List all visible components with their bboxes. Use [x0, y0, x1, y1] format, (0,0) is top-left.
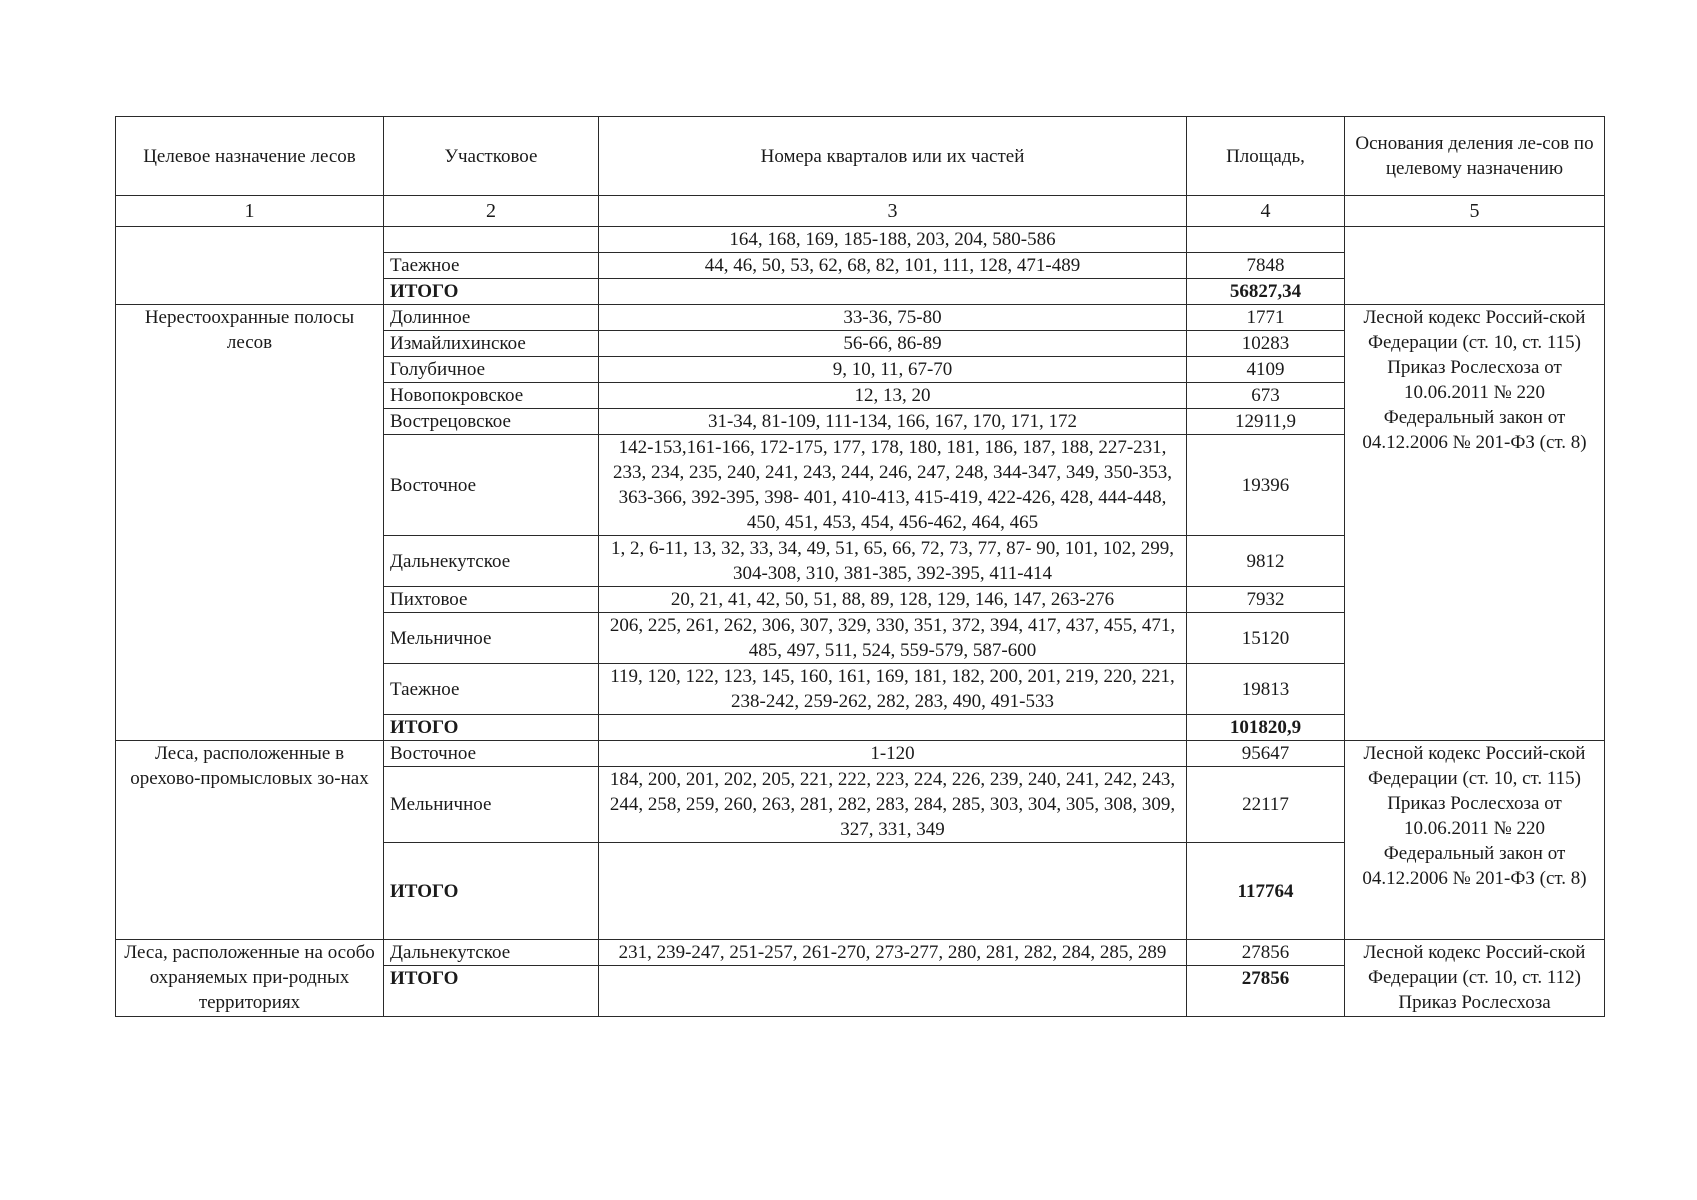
- purpose-cell: [116, 227, 384, 305]
- area-cell: 22117: [1187, 767, 1345, 843]
- area-cell: 7932: [1187, 587, 1345, 613]
- header-quarters: Номера кварталов или их частей: [599, 117, 1187, 196]
- quarters-cell: 20, 21, 41, 42, 50, 51, 88, 89, 128, 129, 146, 147, 263-276: [599, 587, 1187, 613]
- total-label: ИТОГО: [384, 279, 599, 305]
- area-cell: 15120: [1187, 613, 1345, 664]
- area-cell: 7848: [1187, 253, 1345, 279]
- quarters-cell: 184, 200, 201, 202, 205, 221, 222, 223, 224, 226, 239, 240, 241, 242, 243, 244, 258, 259, 260, 263, 281, 282, 283, 284, 285, 303, 304, 305, 308, 309, 327, 331, 349: [599, 767, 1187, 843]
- header-purpose: Целевое назначение лесов: [116, 117, 384, 196]
- district-cell: Пихтовое: [384, 587, 599, 613]
- area-cell: 19813: [1187, 664, 1345, 715]
- column-number-row: [116, 196, 1605, 227]
- header-area: Площадь,: [1187, 117, 1345, 196]
- basis-cell: [1345, 227, 1605, 305]
- forest-purpose-table: [115, 116, 1605, 1017]
- column-number: 2: [384, 196, 599, 227]
- quarters-cell: 33-36, 75-80: [599, 305, 1187, 331]
- column-number: 3: [599, 196, 1187, 227]
- district-cell: Восточное: [384, 741, 599, 767]
- table-row: [116, 741, 1605, 767]
- district-cell: Голубичное: [384, 357, 599, 383]
- district-cell: Мельничное: [384, 767, 599, 843]
- quarters-cell: 119, 120, 122, 123, 145, 160, 161, 169, 181, 182, 200, 201, 219, 220, 221, 238-242, 259-262, 282, 283, 490, 491-533: [599, 664, 1187, 715]
- purpose-cell: Леса, расположенные на особо охраняемых при-родных территориях: [116, 940, 384, 1017]
- total-area: 56827,34: [1187, 279, 1345, 305]
- quarters-cell: 206, 225, 261, 262, 306, 307, 329, 330, 351, 372, 394, 417, 437, 455, 471, 485, 497, 511, 524, 559-579, 587-600: [599, 613, 1187, 664]
- area-cell: 12911,9: [1187, 409, 1345, 435]
- purpose-cell: Леса, расположенные в орехово-промысловых зо-нах: [116, 741, 384, 940]
- district-cell: Мельничное: [384, 613, 599, 664]
- basis-cell: Лесной кодекс Россий-ской Федерации (ст. 10, ст. 115) Приказ Рослесхоза от 10.06.2011 № 220 Федеральный закон от 04.12.2006 № 201-ФЗ (ст. 8): [1345, 741, 1605, 940]
- basis-cell: Лесной кодекс Россий-ской Федерации (ст. 10, ст. 115) Приказ Рослесхоза от 10.06.2011 № 220 Федеральный закон от 04.12.2006 № 201-ФЗ (ст. 8): [1345, 305, 1605, 741]
- area-cell: 19396: [1187, 435, 1345, 536]
- total-label: ИТОГО: [384, 843, 599, 940]
- quarters-cell: 164, 168, 169, 185-188, 203, 204, 580-586: [599, 227, 1187, 253]
- district-cell: Таежное: [384, 253, 599, 279]
- total-label: ИТОГО: [384, 966, 599, 1017]
- district-cell: Вострецовское: [384, 409, 599, 435]
- table-header-row: [116, 117, 1605, 196]
- quarters-cell: 31-34, 81-109, 111-134, 166, 167, 170, 171, 172: [599, 409, 1187, 435]
- total-label: ИТОГО: [384, 715, 599, 741]
- quarters-cell: [599, 715, 1187, 741]
- table-row: [116, 940, 1605, 966]
- district-cell: Таежное: [384, 664, 599, 715]
- area-cell: 673: [1187, 383, 1345, 409]
- quarters-cell: [599, 279, 1187, 305]
- district-cell: Долинное: [384, 305, 599, 331]
- column-number: 5: [1345, 196, 1605, 227]
- area-cell: 95647: [1187, 741, 1345, 767]
- quarters-cell: [599, 966, 1187, 1017]
- quarters-cell: 44, 46, 50, 53, 62, 68, 82, 101, 111, 128, 471-489: [599, 253, 1187, 279]
- district-cell: Дальнекутское: [384, 536, 599, 587]
- column-number: 4: [1187, 196, 1345, 227]
- total-area: 27856: [1187, 966, 1345, 1017]
- district-cell: [384, 227, 599, 253]
- district-cell: Дальнекутское: [384, 940, 599, 966]
- total-area: 101820,9: [1187, 715, 1345, 741]
- district-cell: Измайлихинское: [384, 331, 599, 357]
- area-cell: [1187, 227, 1345, 253]
- area-cell: 4109: [1187, 357, 1345, 383]
- quarters-cell: 9, 10, 11, 67-70: [599, 357, 1187, 383]
- quarters-cell: 1, 2, 6-11, 13, 32, 33, 34, 49, 51, 65, 66, 72, 73, 77, 87- 90, 101, 102, 299, 304-308, 310, 381-385, 392-395, 411-414: [599, 536, 1187, 587]
- district-cell: Восточное: [384, 435, 599, 536]
- quarters-cell: [599, 843, 1187, 940]
- area-cell: 27856: [1187, 940, 1345, 966]
- quarters-cell: 56-66, 86-89: [599, 331, 1187, 357]
- area-cell: 10283: [1187, 331, 1345, 357]
- basis-cell: Лесной кодекс Россий-ской Федерации (ст. 10, ст. 112) Приказ Рослесхоза: [1345, 940, 1605, 1017]
- total-area: 117764: [1187, 843, 1345, 940]
- table-row: [116, 227, 1605, 253]
- header-basis: Основания деления ле-сов по целевому назначению: [1345, 117, 1605, 196]
- header-district: Участковое: [384, 117, 599, 196]
- purpose-cell: Нерестоохранные полосы лесов: [116, 305, 384, 741]
- area-cell: 1771: [1187, 305, 1345, 331]
- table-row: [116, 305, 1605, 331]
- area-cell: 9812: [1187, 536, 1345, 587]
- quarters-cell: 231, 239-247, 251-257, 261-270, 273-277, 280, 281, 282, 284, 285, 289: [599, 940, 1187, 966]
- column-number: 1: [116, 196, 384, 227]
- quarters-cell: 1-120: [599, 741, 1187, 767]
- district-cell: Новопокровское: [384, 383, 599, 409]
- quarters-cell: 12, 13, 20: [599, 383, 1187, 409]
- quarters-cell: 142-153,161-166, 172-175, 177, 178, 180, 181, 186, 187, 188, 227-231, 233, 234, 235, 240, 241, 243, 244, 246, 247, 248, 344-347, 349, 350-353, 363-366, 392-395, 398- 401, 410-413, 415-419, 422-426, 428, 444-448, 450, 451, 453, 454, 456-462, 464, 465: [599, 435, 1187, 536]
